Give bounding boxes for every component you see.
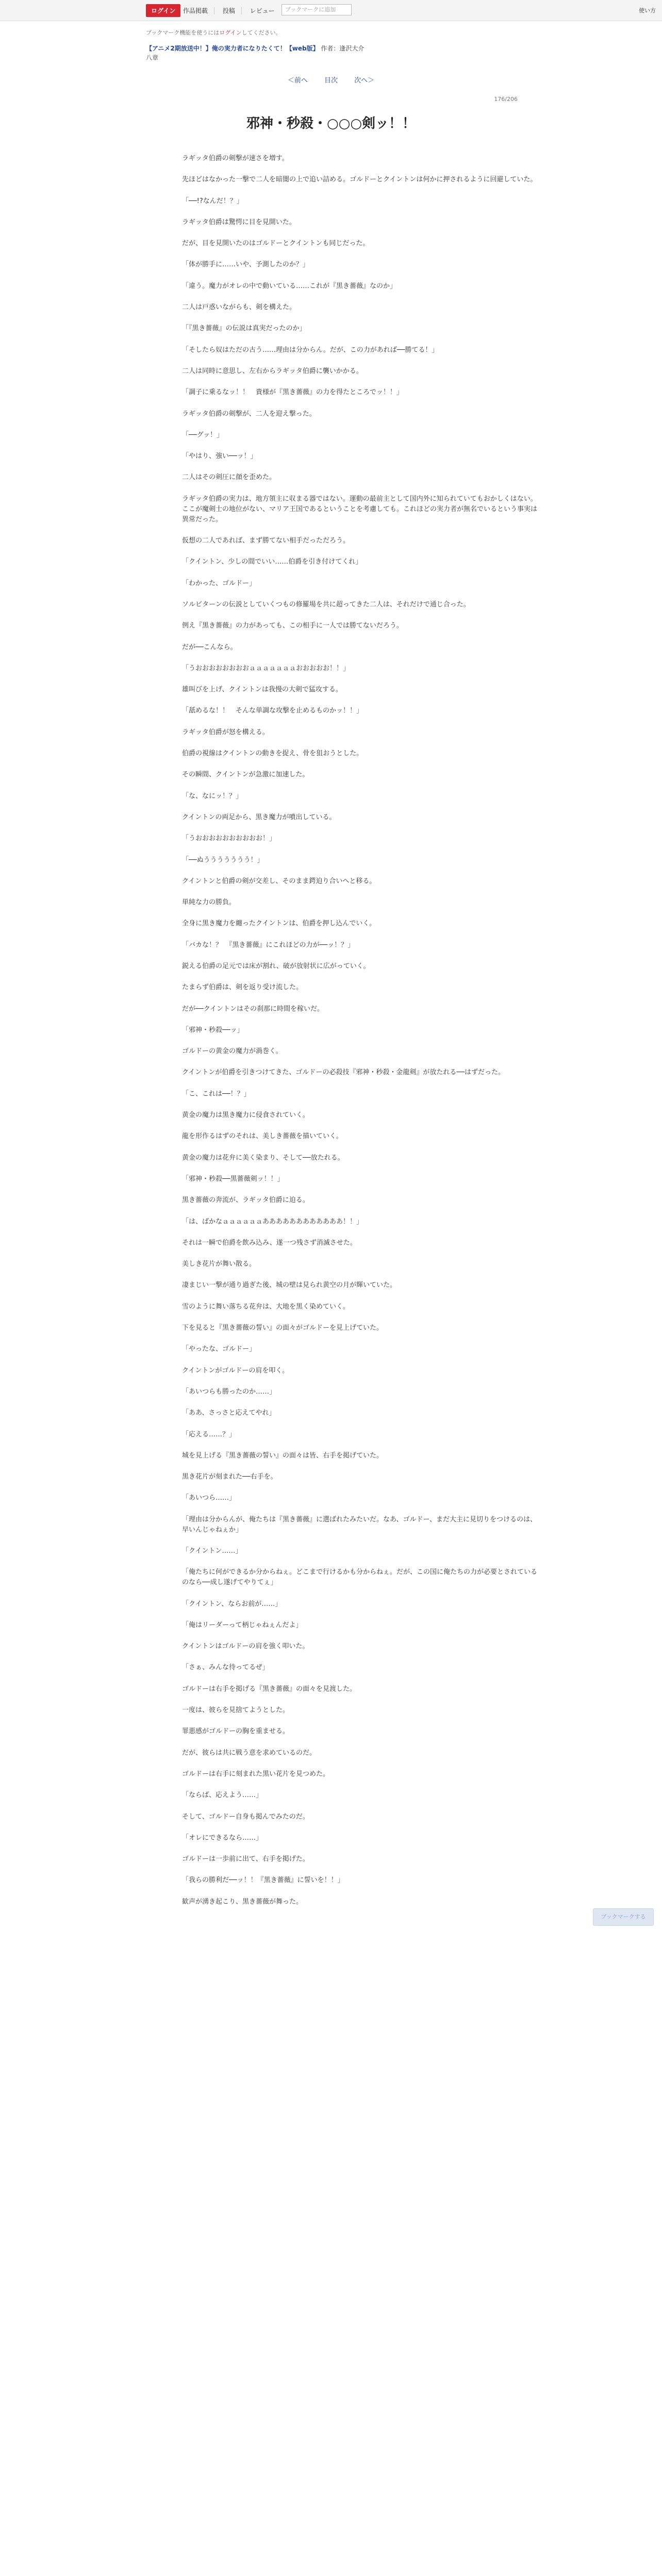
novel-body [182, 154, 540, 1907]
body-paragraph: 「違う。魔力がオレの中で動いている……これが『黒き薔薇』なのか」 [182, 282, 397, 290]
body-paragraph: ゴルドーは右手に刻まれた黒い花片を見つめた。 [182, 1770, 330, 1778]
body-paragraph: 「あいつらも勝ったのか……」 [182, 1387, 276, 1396]
body-paragraph: 例え『黒き薔薇』の力があっても、この相手に一人では勝てないだろう。 [182, 622, 403, 630]
body-paragraph: 「調子に乗るなッ！！ 貴様が『黒き薔薇』の力を得たところでッ！！」 [182, 388, 403, 397]
top-nav [183, 6, 287, 15]
body-paragraph: クイントンはゴルドーの肩を強く叩いた。 [182, 1642, 309, 1651]
body-paragraph: 「バカな！？ 『黒き薔薇』にこれほどの力が──ッ！？」 [182, 941, 355, 949]
body-paragraph: 雪のように舞い落ちる花弁は、大地を黒く染めていく。 [182, 1302, 350, 1311]
body-paragraph: クイントンがゴルドーの肩を叩く。 [182, 1366, 289, 1375]
nav-item-works[interactable]: 作品掲載 [183, 7, 214, 14]
body-paragraph: 美しき花片が舞い散る。 [182, 1260, 256, 1268]
body-paragraph: 二人は戸惑いながらも、剣を構えた。 [182, 303, 296, 312]
body-paragraph: 「そしたら奴はただの古う……理由は分からん。だが、この力があれば──勝てる！」 [182, 346, 439, 354]
body-paragraph: 「──ぬううううううう！」 [182, 856, 264, 864]
bookmark-notice: ブックマーク機能を使うにはログインしてください。 [146, 29, 282, 36]
body-paragraph: 一度は、彼らを見捨てようとした。 [182, 1706, 290, 1715]
body-paragraph: 歓声が湧き起こり、黒き薔薇が舞った。 [182, 1897, 303, 1906]
chapter-label: 八章 [146, 54, 159, 61]
series-title-link[interactable]: 【アニメ2期放送中！】俺の実力者になりたくて！【web版】 [146, 45, 319, 52]
body-paragraph: だが──クイントンはその刹那に時間を稼いだ。 [182, 1005, 324, 1013]
episode-number: 176/206 [494, 96, 518, 103]
body-paragraph: 二人は同時に意思し、左右からラギッタ伯爵に襲いかかる。 [182, 367, 363, 375]
body-paragraph: 城を見上げる『黒き薔薇の誓い』の面々は皆、右手を掲げていた。 [182, 1451, 384, 1460]
body-paragraph: 黒き花片が刻まれた──右手を。 [182, 1473, 277, 1481]
body-paragraph: ラギッタ伯爵の実力は、地方領主に収まる器ではない。運動の最前主として国内外に知られていてもおかしくはない。ここが魔剣士の地位がない、マリア王国であるということを考慮しても。これほどの実力者が無名でいるという事実は異常だった。 [182, 495, 538, 523]
floating-bookmark-button[interactable]: ブックマークする [593, 1908, 654, 1926]
body-paragraph: 単純な力の勝負。 [182, 899, 236, 907]
index-link[interactable]: 目次 [324, 77, 338, 84]
body-paragraph: 「うおおおおおおおおおお！」 [182, 835, 276, 843]
body-paragraph: その瞬間、クイントンが急激に加速した。 [182, 771, 309, 779]
body-paragraph: 凄まじい一撃が通り過ぎた後、城の壁は見られ黄空の月が輝いていた。 [182, 1281, 397, 1290]
body-paragraph: 二人はその剣圧に顔を歪めた。 [182, 473, 276, 482]
body-paragraph: ラギッタ伯爵の剣撃が速さを増す。 [182, 155, 289, 162]
body-paragraph: だが、目を見開いたのはゴルドーとクイントンも同じだった。 [182, 240, 370, 248]
body-paragraph: 罪悪感がゴルドーの胸を重ませる。 [182, 1727, 290, 1736]
body-paragraph: ゴルドーは右手を掲げる『黒き薔薇』の面々を見渡した。 [182, 1685, 357, 1693]
body-paragraph: たまらず伯爵は、剣を返り受け流した。 [182, 984, 303, 992]
body-paragraph: 全身に黒き魔力を纏ったクイントンは、伯爵を押し込んでいく。 [182, 920, 376, 928]
nav-item-review[interactable]: レビュー [250, 7, 275, 14]
body-paragraph: 仮想の二人であれば、まず勝てない相手だっただろう。 [182, 537, 350, 545]
author-label: 作者： [321, 45, 340, 52]
nav-item-post[interactable]: 投稿 [223, 7, 242, 14]
body-paragraph: 鋭える伯爵の足元では床が割れ、破が放射状に広がっていく。 [182, 962, 370, 970]
body-paragraph: 「クイントン……」 [182, 1547, 242, 1555]
bookmark-add-field[interactable]: ブックマークに追加 [282, 4, 352, 15]
body-paragraph: だが──こんなら。 [182, 643, 237, 651]
body-paragraph: 「──!?なんだ！？」 [182, 197, 243, 205]
top-bar [0, 0, 662, 21]
body-paragraph: 「やはり、強い──ッ！」 [182, 452, 257, 461]
body-paragraph: ラギッタ伯爵の剣撃が、二人を迎え撃った。 [182, 410, 316, 418]
body-paragraph: 「やったな、ゴルドー」 [182, 1345, 256, 1353]
body-paragraph: 「ならば、応えよう……」 [182, 1791, 263, 1800]
notice-login-link[interactable]: ログイン [219, 29, 242, 36]
body-paragraph: 「体が勝手に……いや、予測したのか？」 [182, 261, 309, 269]
body-paragraph: 「あいつら……」 [182, 1494, 236, 1502]
body-paragraph: 黒き薔薇の奔流が、ラギッタ伯爵に迫る。 [182, 1196, 309, 1205]
body-paragraph: 「我らの勝利だ──ッ！！『黒き薔薇』に誓いを！！」 [182, 1876, 344, 1885]
episode-pager-top [0, 75, 662, 84]
body-paragraph: だが、彼らは共に戦う意を求めているのだ。 [182, 1749, 317, 1757]
help-link[interactable]: 使い方 [639, 7, 656, 14]
body-paragraph: 「俺たちに何ができるか分からねぇ。どこまで行けるかも分からねぇ。だが、この国に俺たちの力が必要とされているのなら──成し遂げてやりてぇ」 [182, 1568, 538, 1587]
body-paragraph: 「ああ、さっさと応えてやれ」 [182, 1409, 276, 1417]
body-paragraph: ソルビターンの伝説としていくつもの修羅場を共に超ってきた二人は、それだけで通じ合った。 [182, 600, 470, 608]
body-paragraph: 黄金の魔力は黒き魔力に侵食されていく。 [182, 1111, 309, 1120]
body-paragraph: 黄金の魔力は花弁に美く染まり、そして──放たれる。 [182, 1154, 344, 1162]
body-paragraph: 「邪神・秒殺──黒薔薇剣ッ！！」 [182, 1175, 284, 1183]
next-link[interactable]: 次へ＞ [354, 77, 375, 84]
body-paragraph: 雄叫びを上げ、クイントンは我慢の大剣で猛攻する。 [182, 686, 342, 694]
body-paragraph: 「クイントン、少しの間でいい……伯爵を引き付けてくれ」 [182, 558, 362, 566]
episode-title: 邪神・秒殺・○○○剣ッ！！ [246, 116, 416, 131]
body-paragraph: クイントンと伯爵の剣が交差し、そのまま鍔迫り合いへと移る。 [182, 877, 376, 885]
body-paragraph: 「わかった、ゴルドー」 [182, 579, 256, 587]
body-paragraph: 「うおおおおおおおおａａａａａａａおおおおお！！」 [182, 664, 350, 672]
body-paragraph: 「『黒き薔薇』の伝説は真実だったのか」 [182, 325, 306, 333]
body-paragraph: 「こ、これは──！？」 [182, 1090, 251, 1098]
body-paragraph: 「さぁ、みんな待ってるぜ」 [182, 1664, 269, 1672]
body-paragraph: ゴルドーの黄金の魔力が渦巻く。 [182, 1047, 283, 1056]
body-paragraph: 「は、ばかなａａａａａａああああああああああああ！！」 [182, 1217, 363, 1226]
body-paragraph: 先ほどはなかった一撃で二人を暗闇の上で追い詰める。ゴルドーとクイントンは何かに押されるように回避していた。 [182, 176, 537, 184]
prev-link[interactable]: ＜前へ [287, 77, 308, 84]
body-paragraph: 「オレにできるなら……」 [182, 1834, 263, 1842]
body-paragraph: ラギッタ伯爵が怒を構える。 [182, 728, 269, 736]
body-paragraph: 「クイントン、ならお前が……」 [182, 1600, 282, 1608]
body-paragraph: それは一瞬で伯爵を飲み込み、遂一つ残さず消滅させた。 [182, 1239, 357, 1247]
body-paragraph: クイントンの両足から、黒き魔力が噴出している。 [182, 813, 336, 821]
body-paragraph: 「俺はリーダーって柄じゃねぇんだよ」 [182, 1621, 303, 1629]
body-paragraph: 「──グッ！」 [182, 431, 224, 439]
body-paragraph: 龍を形作るはずのそれは、美しき薔薇を描いていく。 [182, 1132, 343, 1141]
login-button[interactable]: ログイン [146, 4, 180, 17]
body-paragraph: 「舐めるな！！ そんな単調な攻撃を止めるものかッ！！」 [182, 707, 363, 715]
body-paragraph: 「邪神・秒殺──ッ」 [182, 1026, 244, 1034]
body-paragraph: 伯爵の視線はクイントンの動きを捉え、骨を狙おうとした。 [182, 750, 363, 758]
body-paragraph: 「理由は分からんが、俺たちは『黒き薔薇』に選ばれたみたいだ。なあ、ゴルドー、まだ大主に見切りをつけるのは、早いんじゃねぇか」 [182, 1515, 537, 1534]
body-paragraph: 「応える……？」 [182, 1430, 236, 1438]
body-paragraph: 「な、なにッ！？」 [182, 792, 243, 800]
body-paragraph: ゴルドーは一歩前に出て、右手を掲げた。 [182, 1855, 309, 1863]
body-paragraph: クイントンが伯爵を引きつけてきた、ゴルドーの必殺技『邪神・秒殺・金龍剣』が放たれる──はずだった。 [182, 1069, 505, 1077]
author-link[interactable]: 逢沢大介 [339, 45, 365, 52]
body-paragraph: 下を見ると『黒き薔薇の誓い』の面々がゴルドーを見上げていた。 [182, 1324, 384, 1332]
body-paragraph: ラギッタ伯爵は驚愕に目を見開いた。 [182, 218, 296, 226]
series-header [146, 44, 517, 62]
body-paragraph: そして、ゴルドー自身も掲んでみたのだ。 [182, 1812, 309, 1821]
